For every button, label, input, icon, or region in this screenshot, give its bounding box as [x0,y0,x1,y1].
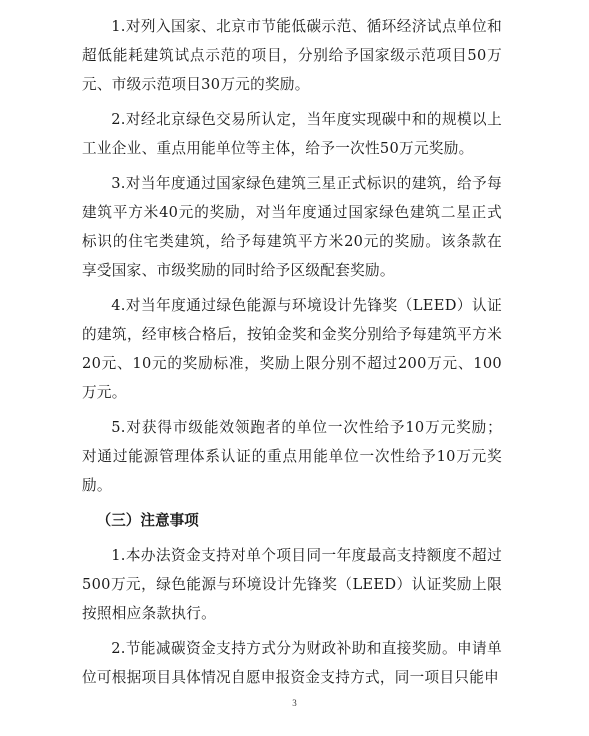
document-body [82,12,502,698]
section-heading-notes: （三）注意事项 [96,512,199,529]
reward-clause-5: 5.对获得市级能效领跑者的单位一次性给予10万元奖励；对通过能源管理体系认证的重点用能单位一次性给予10万元奖励。 [82,419,502,494]
reward-clause-1: 1.对列入国家、北京市节能低碳示范、循环经济试点单位和超低能耗建筑试点示范的项目，分别给予国家级示范项目50万元、市级示范项目30万元的奖励。 [82,18,502,93]
reward-clause-2: 2.对经北京绿色交易所认定，当年度实现碳中和的规模以上工业企业、重点用能单位等主体，给予一次性50万元奖励。 [82,111,502,157]
note-clause-2: 2.节能减碳资金支持方式分为财政补助和直接奖励。申请单位可根据项目具体情况自愿申报资金支持方式，同一项目只能申 [82,640,502,686]
reward-clause-4: 4.对当年度通过绿色能源与环境设计先锋奖（LEED）认证的建筑，经审核合格后，按铂金奖和金奖分别给予每建筑平方米20元、10元的奖励标准，奖励上限分别不超过200万元、100万元。 [82,297,502,401]
reward-clause-3: 3.对当年度通过国家绿色建筑三星正式标识的建筑，给予每建筑平方米40元的奖励，对当年度通过国家绿色建筑二星正式标识的住宅类建筑，给予每建筑平方米20元的奖励。该条款在享受国家、市级奖励的同时给予区级配套奖励。 [82,175,502,279]
note-clause-1: 1.本办法资金支持对单个项目同一年度最高支持额度不超过500万元，绿色能源与环境设计先锋奖（LEED）认证奖励上限按照相应条款执行。 [82,547,502,622]
page-number: 3 [292,698,297,708]
